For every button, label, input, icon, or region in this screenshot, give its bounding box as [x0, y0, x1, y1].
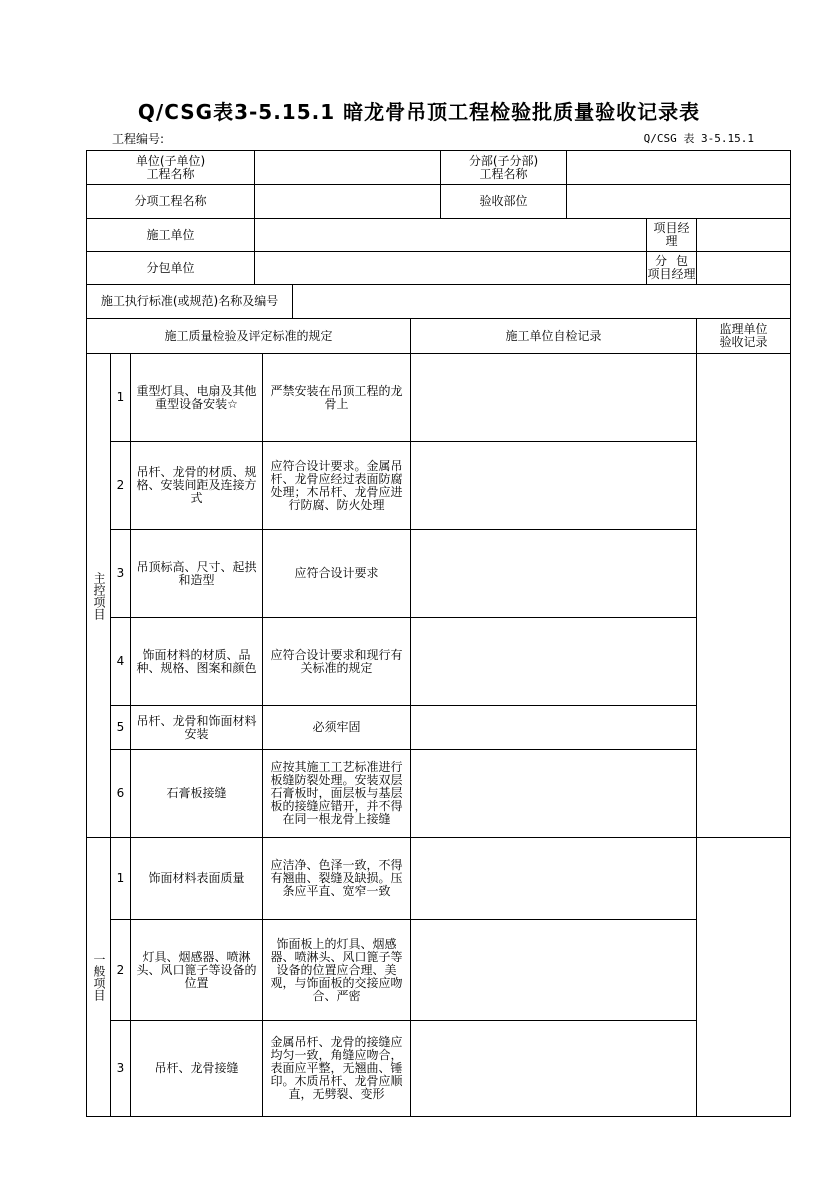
table-row	[87, 706, 791, 750]
item-requirement: 应洁净、色泽一致，不得有翘曲、裂缝及缺损。压条应平直、宽窄一致	[263, 838, 411, 920]
acceptance-part-value[interactable]	[567, 185, 791, 219]
item-name: 吊杆、龙骨接缝	[131, 1021, 263, 1117]
sub-part-value[interactable]	[567, 151, 791, 185]
item-name-label: 分项工程名称	[87, 185, 255, 219]
item-requirement: 应符合设计要求	[263, 530, 411, 618]
item-requirement: 应符合设计要求。金属吊杆、龙骨应经过表面防腐处理；木吊杆、龙骨应进行防腐、防火处理	[263, 442, 411, 530]
subcontractor-value[interactable]	[255, 252, 647, 285]
self-check-cell[interactable]	[411, 1021, 697, 1117]
item-name: 吊杆、龙骨和饰面材料安装	[131, 706, 263, 750]
contractor-value[interactable]	[255, 219, 647, 252]
item-no: 2	[111, 920, 131, 1021]
unit-name-value[interactable]	[255, 151, 441, 185]
self-check-cell[interactable]	[411, 920, 697, 1021]
item-name: 重型灯具、电扇及其他重型设备安装☆	[131, 354, 263, 442]
table-row	[87, 920, 791, 1021]
self-check-cell[interactable]	[411, 750, 697, 838]
item-name: 石膏板接缝	[131, 750, 263, 838]
table-row	[87, 442, 791, 530]
self-check-cell[interactable]	[411, 530, 697, 618]
row-subcontractor	[87, 252, 791, 285]
self-check-cell[interactable]	[411, 442, 697, 530]
standard-label: 施工执行标准(或规范)名称及编号	[87, 285, 293, 319]
sub-project-manager-value[interactable]	[697, 252, 791, 285]
self-check-cell[interactable]	[411, 838, 697, 920]
item-requirement: 金属吊杆、龙骨的接缝应均匀一致，角缝应吻合，表面应平整，无翘曲、锤印。木质吊杆、龙骨应顺直，无劈裂、变形	[263, 1021, 411, 1117]
item-no: 2	[111, 442, 131, 530]
acceptance-part-label: 验收部位	[441, 185, 567, 219]
main-section-label: 主控项目	[87, 354, 111, 838]
standard-value[interactable]	[293, 285, 791, 319]
sub-part-label: 分部(子分部) 工程名称	[441, 151, 567, 185]
spec-header: 施工质量检验及评定标准的规定	[87, 319, 411, 354]
self-check-header: 施工单位自检记录	[411, 319, 697, 354]
item-name-value[interactable]	[255, 185, 441, 219]
item-requirement: 严禁安装在吊顶工程的龙骨上	[263, 354, 411, 442]
project-manager-value[interactable]	[697, 219, 791, 252]
table-row	[87, 1021, 791, 1117]
general-section-label: 一般项目	[87, 838, 111, 1117]
table-row	[87, 354, 791, 442]
inspection-table	[86, 150, 791, 1117]
table-row	[87, 838, 791, 920]
item-no: 1	[111, 354, 131, 442]
item-requirement: 应按其施工工艺标准进行板缝防裂处理。安装双层石膏板时，面层板与基层板的接缝应错开，并不得在同一根龙骨上接缝	[263, 750, 411, 838]
contractor-label: 施工单位	[87, 219, 255, 252]
self-check-cell[interactable]	[411, 706, 697, 750]
table-row	[87, 530, 791, 618]
page-title: Q/CSG表3-5.15.1 暗龙骨吊顶工程检验批质量验收记录表	[137, 100, 701, 124]
item-name: 饰面材料表面质量	[131, 838, 263, 920]
item-requirement: 应符合设计要求和现行有关标准的规定	[263, 618, 411, 706]
item-name: 吊顶标高、尺寸、起拱和造型	[131, 530, 263, 618]
item-requirement: 必须牢固	[263, 706, 411, 750]
supervisor-cell-general[interactable]	[697, 838, 791, 1117]
item-no: 4	[111, 618, 131, 706]
project-manager-label: 项目经理	[647, 219, 697, 252]
item-no: 3	[111, 530, 131, 618]
item-no: 6	[111, 750, 131, 838]
subcontractor-label: 分包单位	[87, 252, 255, 285]
row-contractor	[87, 219, 791, 252]
table-row	[87, 618, 791, 706]
row-column-headers	[87, 319, 791, 354]
supervisor-header: 监理单位 验收记录	[697, 319, 791, 354]
row-item-name	[87, 185, 791, 219]
self-check-cell[interactable]	[411, 354, 697, 442]
item-no: 5	[111, 706, 131, 750]
item-no: 3	[111, 1021, 131, 1117]
row-standard	[87, 285, 791, 319]
item-requirement: 饰面板上的灯具、烟感器、喷淋头、风口篦子等设备的位置应合理、美观，与饰面板的交接应吻合、严密	[263, 920, 411, 1021]
item-name: 吊杆、龙骨的材质、规格、安装间距及连接方式	[131, 442, 263, 530]
table-row	[87, 750, 791, 838]
supervisor-cell-main[interactable]	[697, 354, 791, 838]
sub-project-manager-label: 分 包 项目经理	[647, 252, 697, 285]
unit-name-label: 单位(子单位) 工程名称	[87, 151, 255, 185]
item-no: 1	[111, 838, 131, 920]
self-check-cell[interactable]	[411, 618, 697, 706]
item-name: 灯具、烟感器、喷淋头、风口篦子等设备的位置	[131, 920, 263, 1021]
item-name: 饰面材料的材质、品种、规格、图案和颜色	[131, 618, 263, 706]
form-code: Q/CSG 表 3-5.15.1	[643, 132, 754, 145]
row-unit-name	[87, 151, 791, 185]
project-no-label: 工程编号:	[112, 132, 165, 146]
